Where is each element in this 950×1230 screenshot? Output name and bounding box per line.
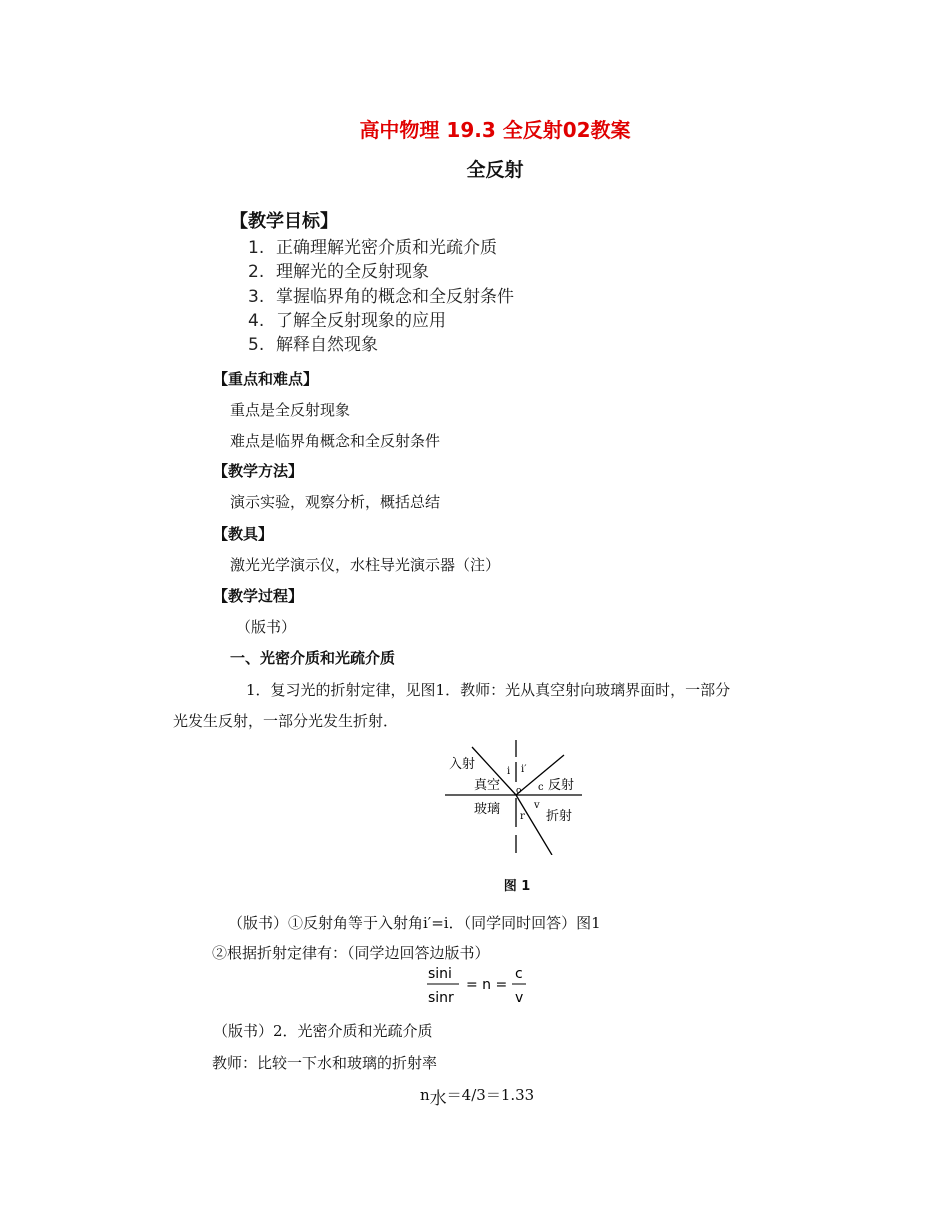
formula-numerator: sini	[428, 966, 452, 982]
water-index-line	[420, 1080, 535, 1109]
paragraph-line: 光发生反射，一部分光发生折射．	[173, 712, 399, 730]
paragraph-line: （版书）2．光密介质和光疏介质	[213, 1022, 433, 1040]
key-points-heading: 【重点和难点】	[213, 370, 319, 388]
goal-text: 正确理解光密介质和光疏介质	[276, 238, 497, 258]
goal-item	[248, 257, 429, 282]
goal-number: 5.	[248, 335, 265, 355]
snell-formula	[426, 962, 536, 1006]
goal-number: 1.	[248, 238, 265, 258]
label-vacuum: 真空	[474, 778, 501, 793]
goal-number: 2.	[248, 262, 265, 282]
label-glass: 玻璃	[474, 802, 501, 817]
label-angle-i-prime: i′	[521, 764, 527, 775]
document-subtitle: 全反射	[466, 159, 524, 181]
figure-caption: 图 1	[503, 879, 531, 894]
label-refracted: 折射	[546, 809, 573, 824]
methods-text: 演示实验，观察分析，概括总结	[230, 493, 441, 511]
process-heading: 【教学过程】	[213, 587, 304, 605]
index-value: ＝4/3＝1.33	[446, 1086, 535, 1104]
label-reflected: 反射	[548, 778, 575, 793]
label-angle-r: r	[520, 811, 525, 822]
goal-item	[248, 306, 446, 331]
refraction-diagram	[440, 735, 590, 855]
goal-text: 理解光的全反射现象	[276, 262, 429, 282]
goal-text: 掌握临界角的概念和全反射条件	[276, 287, 514, 307]
goal-item	[248, 330, 378, 355]
formula-equals: = n =	[466, 977, 508, 993]
methods-heading: 【教学方法】	[213, 462, 304, 480]
document-title: 高中物理 19.3 全反射02教案	[359, 118, 631, 142]
tools-text: 激光光学演示仪，水柱导光演示器（注）	[230, 556, 501, 574]
label-angle-i: i	[507, 766, 511, 777]
formula-denominator-2: v	[515, 990, 524, 1006]
paragraph-line: 1．复习光的折射定律，见图1．教师：光从真空射向玻璃界面时，一部分	[246, 681, 731, 699]
goal-item	[248, 282, 514, 307]
goal-text: 解释自然现象	[276, 335, 378, 355]
paragraph-line: ②根据折射定律有：（同学边回答边版书）	[212, 944, 490, 962]
label-c: c	[538, 782, 544, 793]
goal-item	[248, 233, 497, 258]
paragraph-line: （版书）①反射角等于入射角i′=i．（同学同时回答）图1	[228, 914, 601, 932]
label-point-o: o	[516, 786, 522, 796]
difficulty-line: 难点是临界角概念和全反射条件	[230, 432, 441, 450]
section-heading: 一、光密介质和光疏介质	[230, 649, 396, 667]
goal-text: 了解全反射现象的应用	[276, 311, 446, 331]
goal-number: 3.	[248, 287, 265, 307]
index-subscript: 水	[429, 1089, 447, 1109]
label-incident: 入射	[449, 757, 476, 772]
key-point-line: 重点是全反射现象	[230, 401, 351, 419]
goals-heading: 【教学目标】	[230, 211, 338, 232]
formula-numerator-2: c	[515, 966, 523, 982]
goal-number: 4.	[248, 311, 265, 331]
formula-denominator: sinr	[428, 990, 454, 1006]
index-symbol: n	[420, 1086, 430, 1104]
board-note: （版书）	[236, 618, 297, 636]
tools-heading: 【教具】	[213, 525, 274, 543]
paragraph-line: 教师：比较一下水和玻璃的折射率	[212, 1054, 438, 1072]
label-v: v	[534, 800, 540, 811]
